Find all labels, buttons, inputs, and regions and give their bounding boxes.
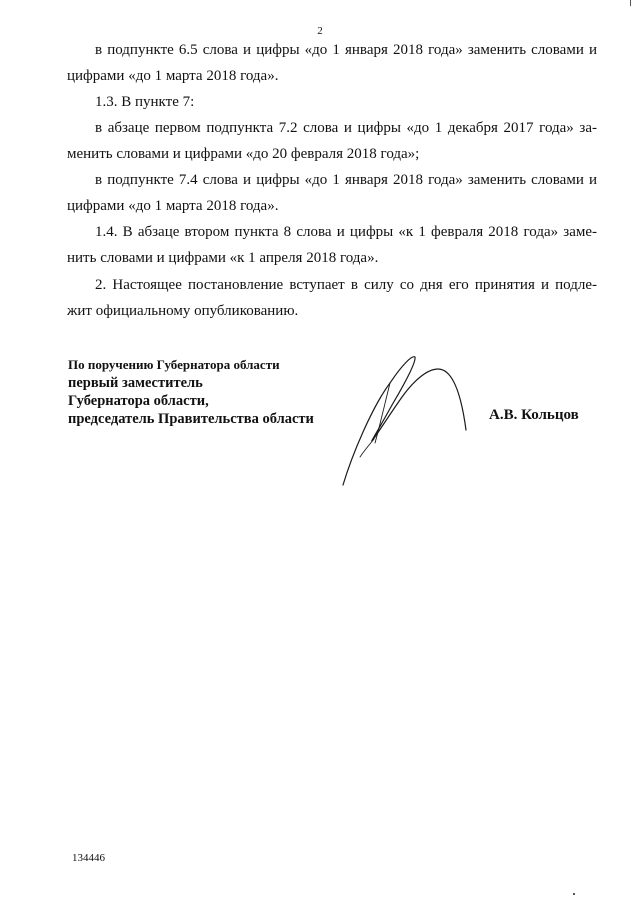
signer-name: А.В. Кольцов [489,407,579,423]
signature-title-line: первый заместитель [68,375,203,391]
signature-title-line: По поручению Губернатора области [68,357,280,372]
body-line: цифрами «до 1 марта 2018 года». [67,198,279,214]
document-code: 134446 [72,852,105,864]
handwritten-signature [330,345,470,495]
signature-title-line: Губернатора области, [68,393,209,409]
body-line: в подпункте 6.5 слова и цифры «до 1 января 2018 года» заменить словами и [95,42,597,58]
body-line: 1.4. В абзаце втором пункта 8 слова и цифры «к 1 февраля 2018 года» заме- [95,224,597,240]
body-line: 1.3. В пункте 7: [95,94,195,110]
body-line: цифрами «до 1 марта 2018 года». [67,68,279,84]
body-line: менить словами и цифрами «до 20 февраля 2018 года»; [67,146,420,162]
scan-dot [573,893,575,895]
body-line: в подпункте 7.4 слова и цифры «до 1 января 2018 года» заменить словами и [95,172,597,188]
signature-title-line: председатель Правительства области [68,411,314,427]
page-number: 2 [317,25,323,37]
body-line: нить словами и цифрами «к 1 апреля 2018 года». [67,250,379,266]
body-line: жит официальному опубликованию. [67,303,299,319]
corner-mark [630,0,631,6]
body-line: 2. Настоящее постановление вступает в силу со дня его принятия и подле- [95,277,597,293]
body-line: в абзаце первом подпункта 7.2 слова и цифры «до 1 декабря 2017 года» за- [95,120,597,136]
